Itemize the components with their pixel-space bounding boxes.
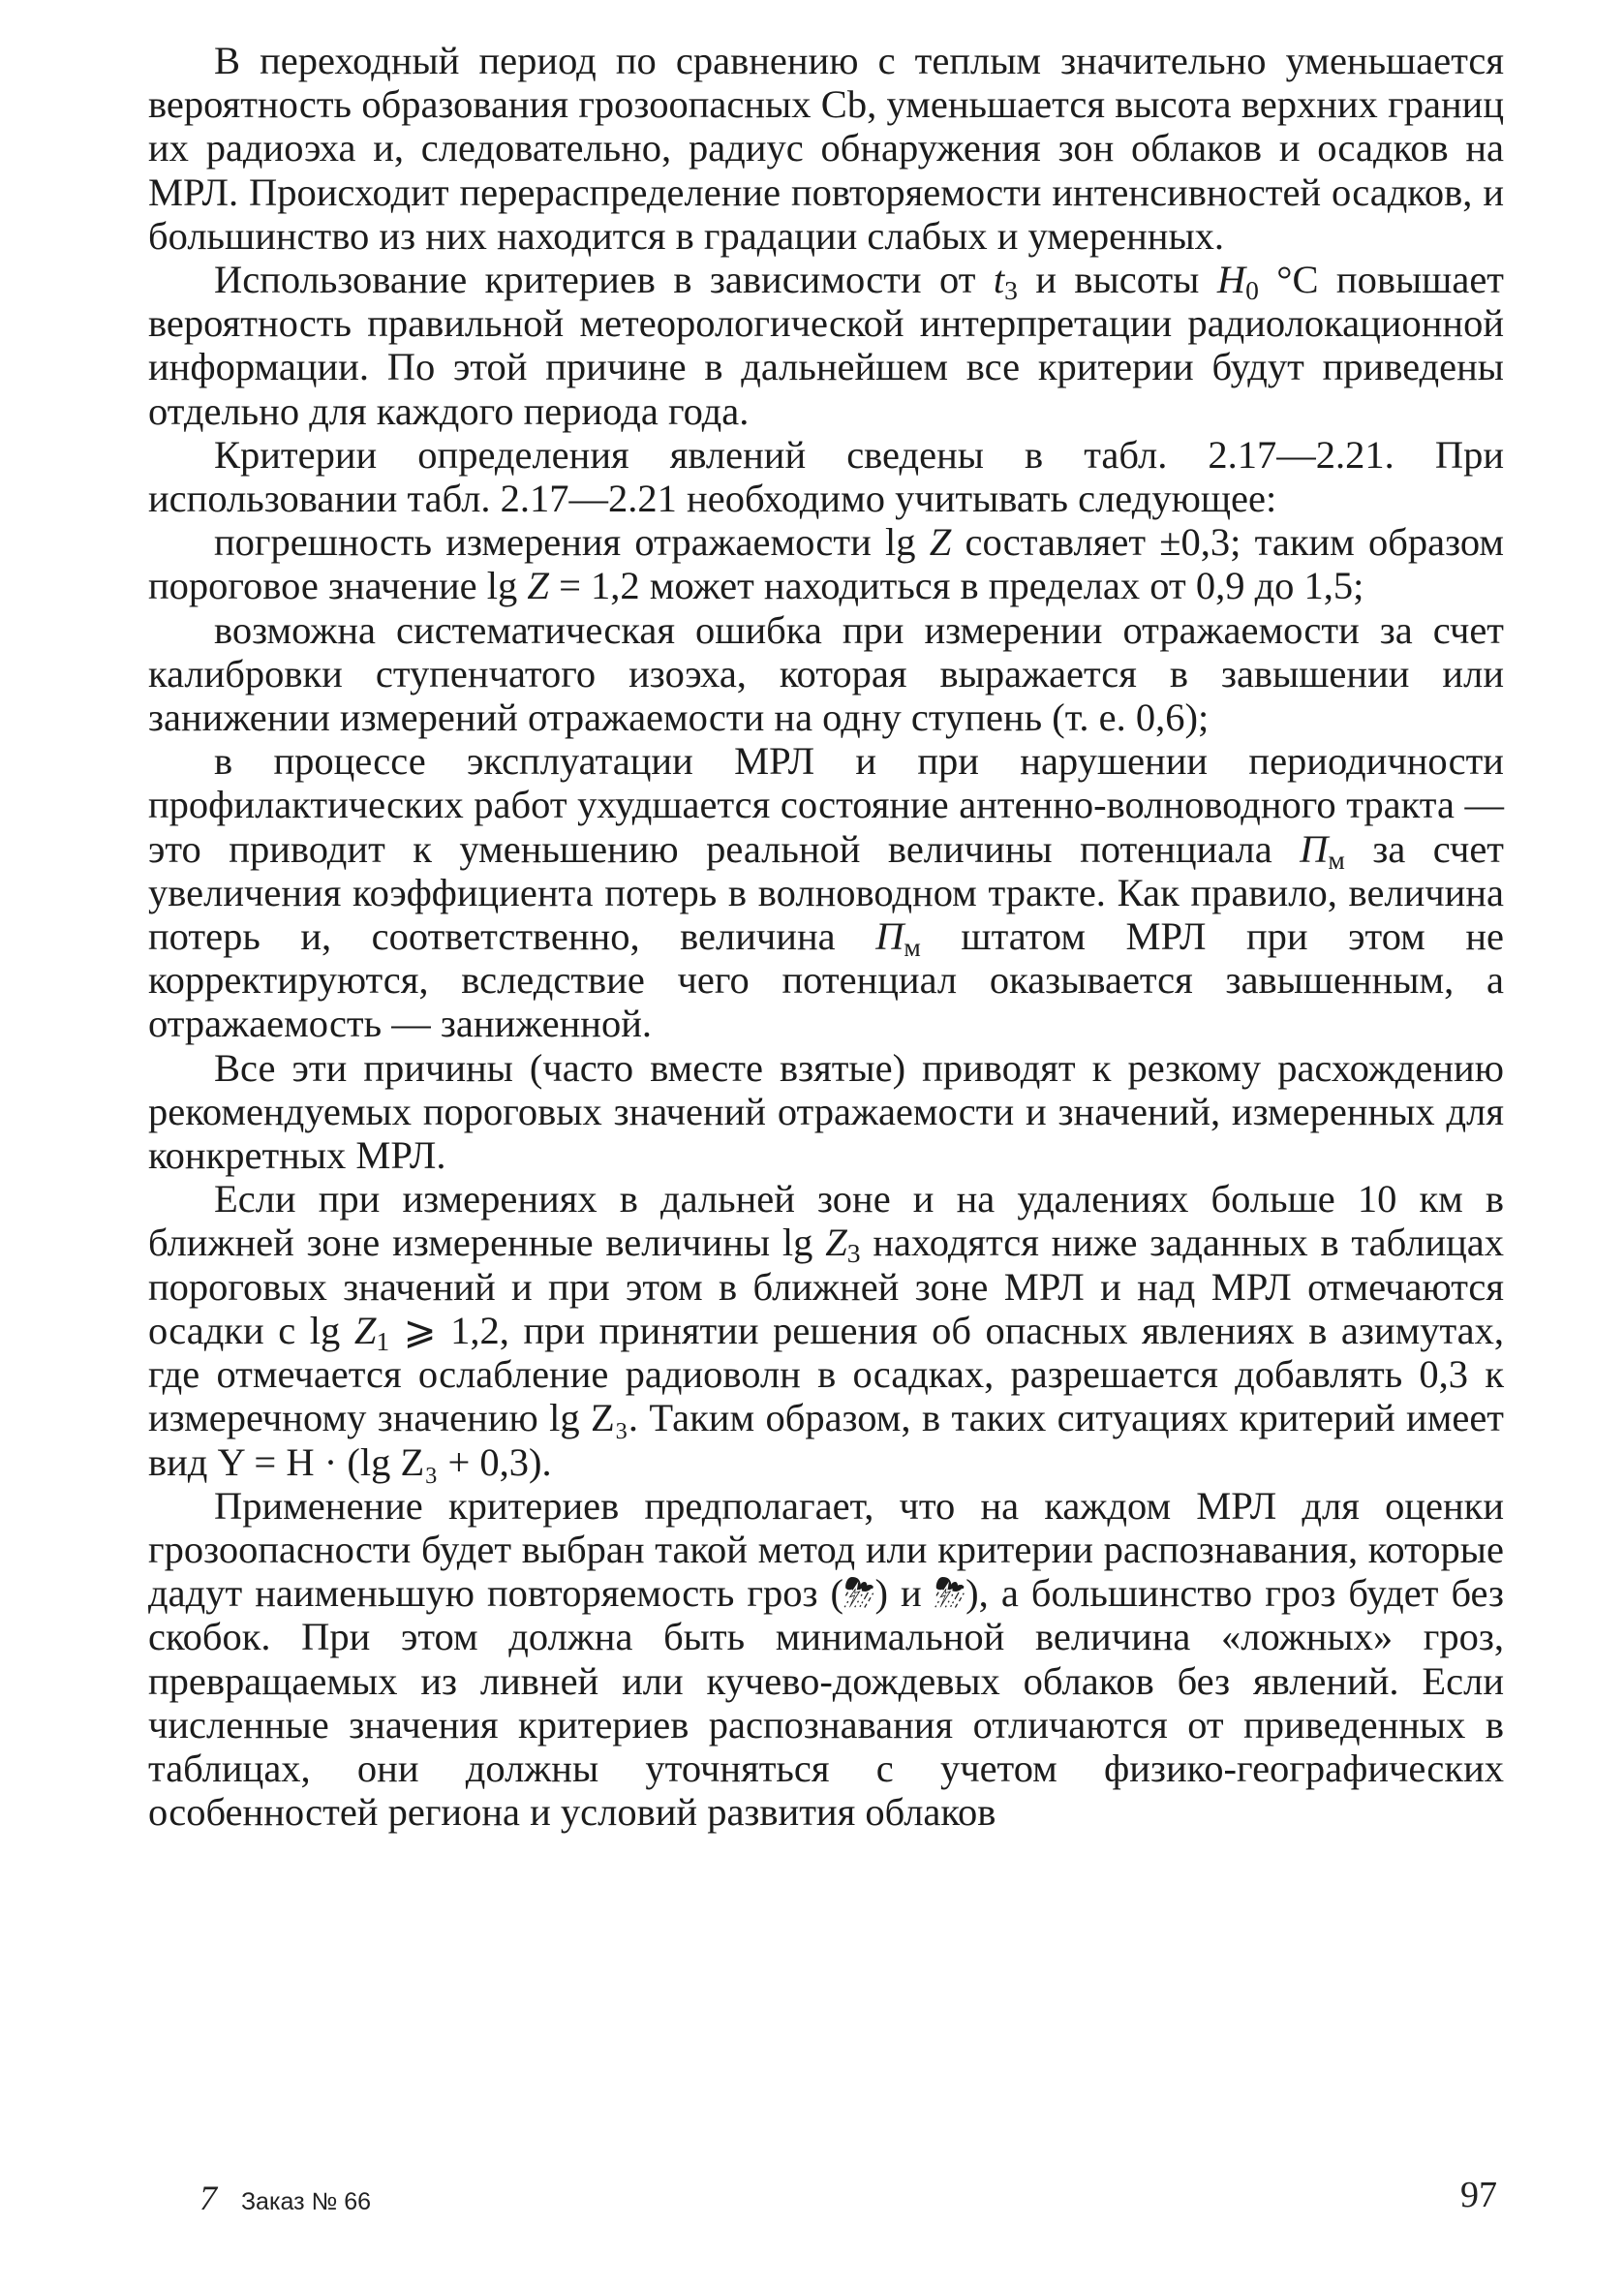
paragraph-text: штатом МРЛ при этом не корректируются, вследствие чего потенциал оказывается завышенным, а отражаемость — заниженной. [148, 914, 1504, 1046]
math-subscript: 0 [1245, 274, 1259, 305]
math-subscript: м [904, 931, 921, 962]
paragraph-application [148, 1484, 1504, 1835]
math-variable: H [1216, 258, 1246, 302]
paragraph-text: Если при измерениях в дальней зоне и на удалениях больше 10 км в ближней зоне измеренные величины lg [148, 1177, 1504, 1265]
paragraph-text: Критерии определения явлений сведены в табл. 2.17—2.21. При использовании табл. 2.17—2.21 необходимо учитывать следующее: [148, 432, 1504, 521]
paragraph-criteria-usage [148, 258, 1504, 433]
paragraph-text: Все эти причины (часто вместе взятые) приводят к резкому расхождению рекомендуемых пороговых значений отражаемости и значений, измеренных для конкретных МРЛ. [148, 1045, 1504, 1178]
math-subscript: м [1328, 844, 1345, 875]
paragraph-tables-reference [148, 433, 1504, 520]
thunderstorm-symbol-icon: ⛈ [934, 1571, 966, 1616]
page-body [148, 39, 1504, 1834]
paragraph-systematic-error [148, 608, 1504, 740]
paragraph-text: В переходный период по сравнению с теплым значительно уменьшается вероятность образования грозоопасных Cb, уменьшается высота верхних границ их радиоэха и, следовательно, радиус обнаружения зон облаков и осадков на МРЛ. Происходит перераспределение повторяемости интенсивностей осадков, и большинство из них находится в градации слабых и умеренных. [148, 39, 1504, 258]
paragraph-text: находятся ниже заданных в таблицах пороговых значений и при этом в ближней зоне МРЛ и над МРЛ отмечаются осадки с lg [148, 1221, 1504, 1352]
math-subscript: 3 [1004, 274, 1018, 305]
math-subscript: 3 [846, 1238, 861, 1269]
math-variable: П [875, 914, 904, 959]
math-variable: Z [929, 520, 952, 565]
paragraph-text: за счет увеличения коэффициента потерь в волноводном тракте. Как правило, величина потерь и, соответственно, величина [148, 826, 1504, 959]
paragraph-transition-period [148, 39, 1504, 258]
paragraph-text: ⩾ 1,2, при принятии решения об опасных явлениях в азимутах, где отмечается ослабление радиоволн в осадках, разрешается добавлять 0,3 к измеречному значению lg Z₃. Таким образом, в таких ситуациях критерий имеет вид Y = H · (lg Z₃ + 0,3). [148, 1308, 1504, 1484]
paragraph-text: Применение критериев предполагает, что на каждом МРЛ для оценки грозоопасности будет выбран такой метод или критерии распознавания, которые дадут наименьшую повторяемость гроз ( [148, 1483, 1504, 1616]
paragraph-measurement-error [148, 520, 1504, 607]
math-subscript: 1 [376, 1325, 390, 1356]
paragraph-text: Использование критериев в зависимости от [214, 258, 994, 302]
paragraph-text: = 1,2 может находиться в пределах от 0,9 до 1,5; [548, 564, 1364, 608]
paragraph-causes [148, 1046, 1504, 1178]
paragraph-text: ) и [874, 1571, 935, 1616]
paragraph-text: ), а большинство гроз будет без скобок. При этом должна быть минимальной величина «ложных» гроз, превращаемых из ливней или кучево-дождевых облаков без явлений. Если численные значения критериев распознавания отличаются от приведенных в таблицах, они должны уточняться с учетом физико-географических особенностей региона и условий развития облаков [148, 1571, 1505, 1835]
page-number: 97 [1460, 2175, 1497, 2215]
paragraph-text: возможна систематическая ошибка при измерении отражаемости за счет калибровки ступенчатого изоэха, которая выражается в завышении или занижении измерений отражаемости на одну ступень (т. е. 0,6); [148, 607, 1504, 740]
signature-mark: 7 [199, 2179, 217, 2217]
math-variable: Z [527, 564, 549, 608]
paragraph-operation [148, 739, 1504, 1045]
math-variable: t [993, 258, 1005, 302]
paragraph-text: и высоты [1017, 258, 1217, 302]
print-order-label: Заказ № 66 [240, 2188, 372, 2215]
paragraph-text: °C повышает вероятность правильной метеорологической интерпретации радиолокационной информации. По этой причине в дальнейшем все критерии будут приведены отдельно для каждого периода года. [148, 258, 1505, 433]
paragraph-text: погрешность измерения отражаемости lg [214, 520, 930, 565]
math-variable: П [1300, 826, 1329, 871]
paragraph-text: составляет ±0,3; таким образом пороговое значение lg [148, 520, 1504, 608]
math-variable: Z [825, 1221, 847, 1265]
thunderstorm-symbol-icon: ⛈ [843, 1571, 875, 1616]
paragraph-far-zone [148, 1177, 1504, 1483]
math-variable: Z [353, 1308, 377, 1352]
paragraph-text: в процессе эксплуатации МРЛ и при нарушении периодичности профилактических работ ухудшается состояние антенно-волноводного тракта — это приводит к уменьшению реальной величины потенциала [148, 739, 1504, 871]
page-footer [199, 2178, 371, 2218]
